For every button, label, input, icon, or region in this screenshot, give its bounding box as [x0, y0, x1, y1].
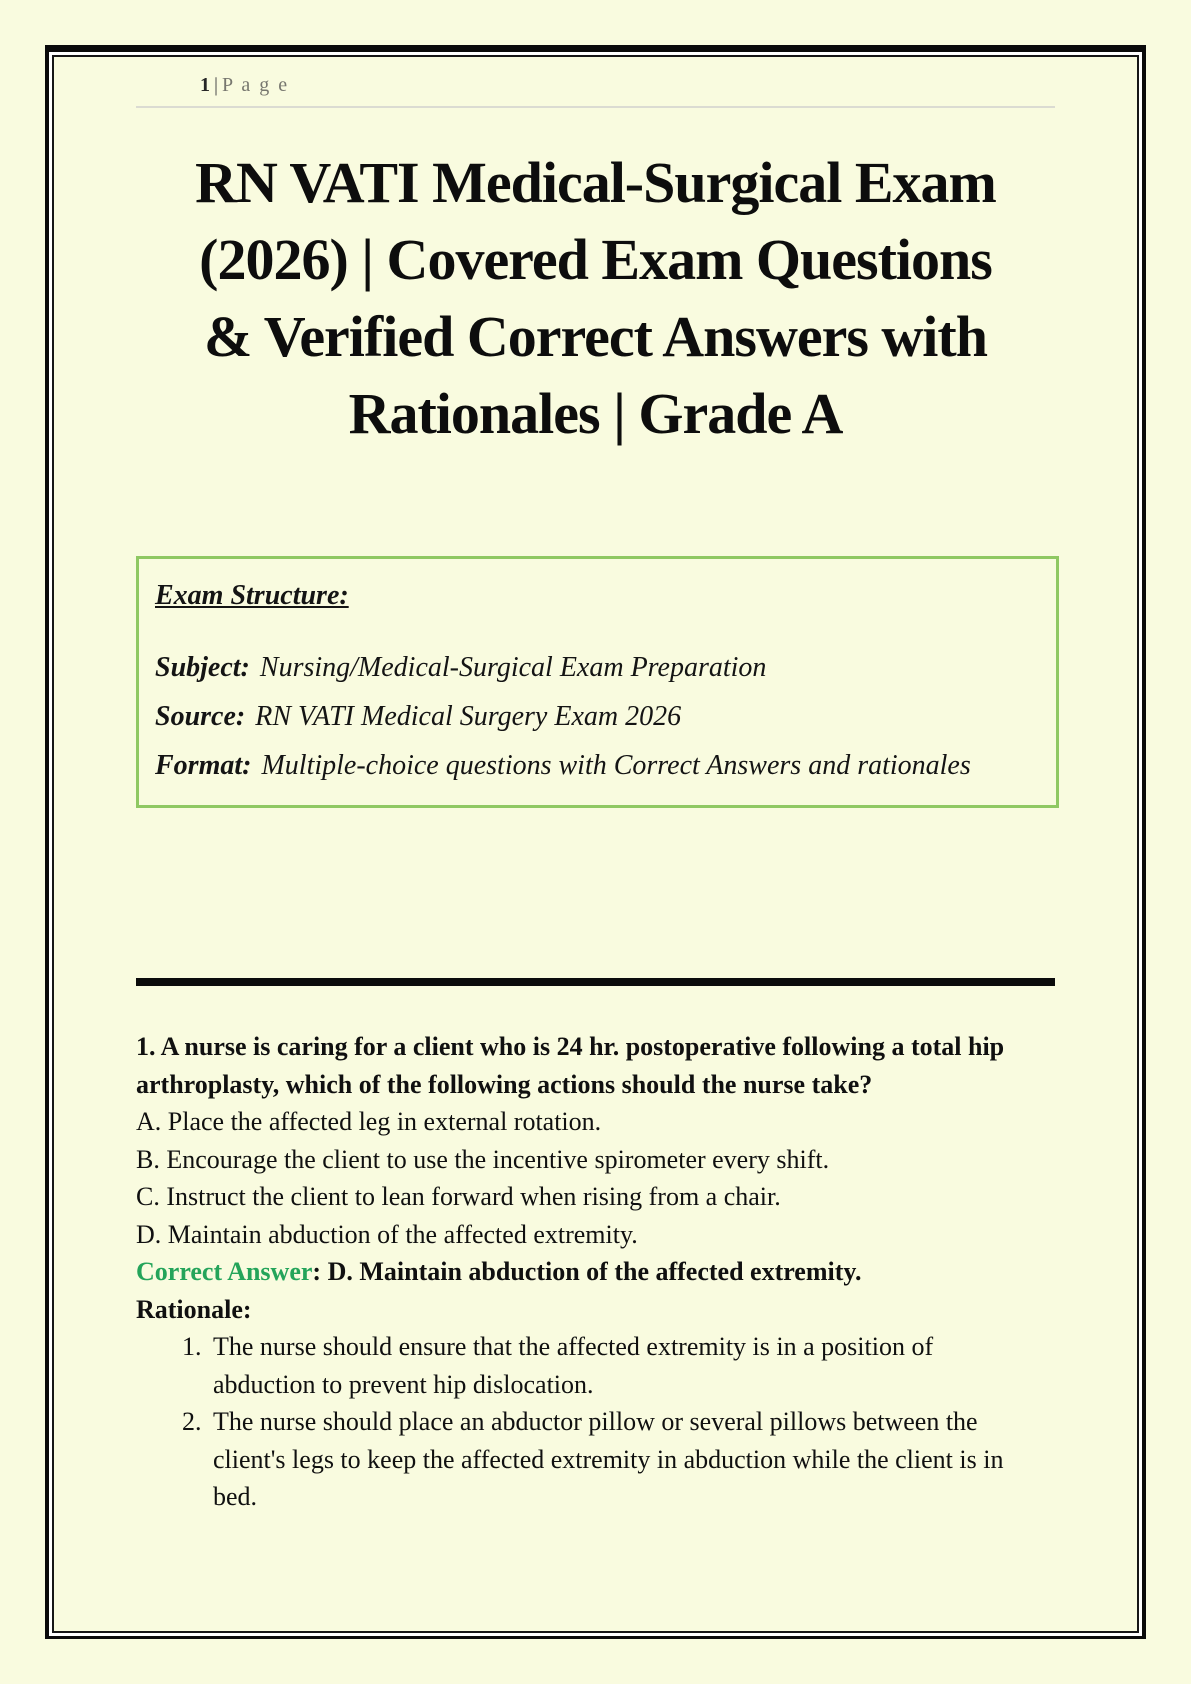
document-title [136, 144, 1055, 452]
answer-option-a: A. Place the affected leg in external rotation. [136, 1107, 602, 1136]
source-value: RN VATI Medical Surgery Exam 2026 [255, 701, 682, 732]
answer-option-d: D. Maintain abduction of the affected extremity. [136, 1219, 638, 1249]
title-line-1: RN VATI Medical-Surgical Exam [195, 150, 996, 215]
page-header [136, 73, 1055, 108]
section-divider-rule [136, 978, 1055, 986]
subject-label: Subject: [155, 652, 250, 683]
source-label: Source: [155, 701, 246, 732]
page-number: 1 [200, 74, 212, 96]
rationale-heading: Rationale: [136, 1294, 252, 1324]
answer-option-c: C. Instruct the client to lean forward when rising from a chair. [136, 1182, 781, 1211]
title-line-2: (2026) | Covered Exam Questions [199, 227, 992, 292]
format-value: Multiple-choice questions with Correct Answers and rationales [261, 750, 971, 781]
page-border-outer [45, 45, 1146, 1639]
page-header-separator: | [214, 74, 219, 96]
title-line-4: Rationales | Grade A [348, 381, 843, 446]
format-label: Format: [155, 750, 252, 781]
answer-option-b: B. Encourage the client to use the incentive spirometer every shift. [136, 1144, 830, 1174]
exam-structure-format [155, 749, 1036, 783]
correct-answer-label: Correct Answer [136, 1257, 313, 1286]
correct-answer-line [136, 1253, 1055, 1291]
rationale-item: 2. The nurse should place an abductor pillow or several pillows between the client's legs to keep the affected extremity in abduction while the client is in bed. [208, 1403, 1013, 1516]
question-block [136, 1028, 1055, 1516]
rationale-list [136, 1328, 1055, 1516]
exam-structure-box [136, 556, 1059, 808]
question-text: 1. A nurse is caring for a client who is 24 hr. postoperative following a total hip arthroplasty, which of the following actions should the nurse take? [136, 1032, 1005, 1099]
exam-structure-subject [155, 651, 1036, 685]
exam-structure-source [155, 700, 1036, 734]
rationale-item: 1. The nurse should ensure that the affected extremity is in a position of abduction to prevent hip dislocation. [208, 1328, 1013, 1403]
title-line-3: & Verified Correct Answers with [203, 304, 987, 369]
correct-answer-text: : D. Maintain abduction of the affected extremity. [312, 1257, 862, 1286]
subject-value: Nursing/Medical-Surgical Exam Preparation [259, 652, 767, 683]
page-border-inner [52, 55, 1139, 1633]
exam-structure-heading: Exam Structure: [155, 580, 349, 611]
page-header-label: P a g e [222, 74, 290, 96]
